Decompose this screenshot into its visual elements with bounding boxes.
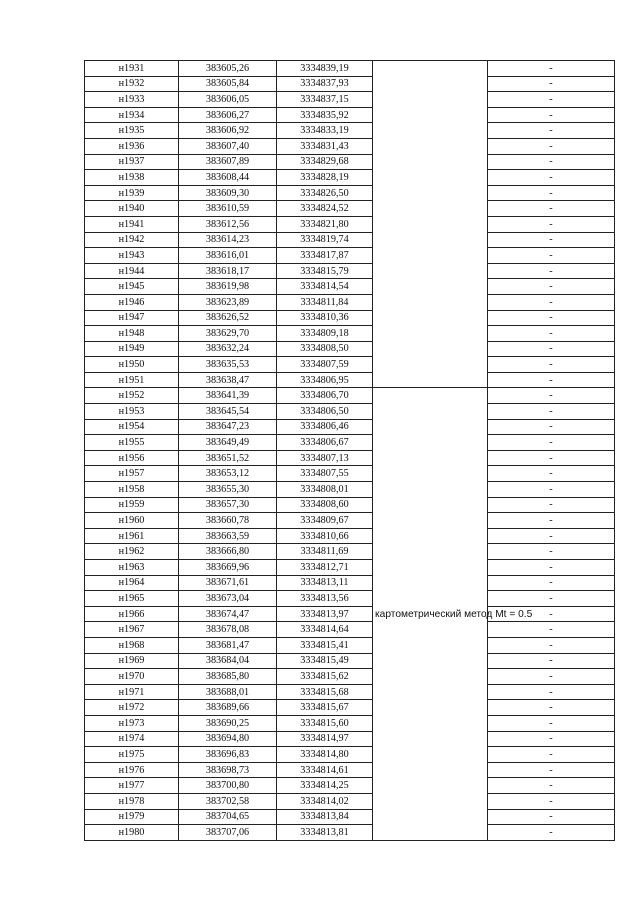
note-cell: - (488, 825, 615, 841)
point-id-cell: н1971 (85, 684, 179, 700)
point-id-cell: н1939 (85, 185, 179, 201)
note-cell: - (488, 684, 615, 700)
x-coordinate-cell: 383610,59 (179, 201, 277, 217)
point-id-cell: н1974 (85, 731, 179, 747)
table-row (85, 341, 615, 357)
point-id-cell: н1977 (85, 778, 179, 794)
point-id-cell: н1963 (85, 560, 179, 576)
point-id-cell: н1947 (85, 310, 179, 326)
y-coordinate-cell: 3334833,19 (277, 123, 373, 139)
point-id-cell: н1958 (85, 482, 179, 498)
y-coordinate-cell: 3334807,13 (277, 450, 373, 466)
method-text: картометрический метод Mt = 0.5 (375, 608, 533, 620)
y-coordinate-cell: 3334812,71 (277, 560, 373, 576)
note-cell: - (488, 793, 615, 809)
point-id-cell: н1976 (85, 762, 179, 778)
x-coordinate-cell: 383626,52 (179, 310, 277, 326)
table-row (85, 107, 615, 123)
note-cell: - (488, 778, 615, 794)
point-id-cell: н1945 (85, 279, 179, 295)
table-row (85, 513, 615, 529)
point-id-cell: н1972 (85, 700, 179, 716)
x-coordinate-cell: 383704,65 (179, 809, 277, 825)
point-id-cell: н1943 (85, 248, 179, 264)
y-coordinate-cell: 3334806,46 (277, 419, 373, 435)
note-cell: - (488, 404, 615, 420)
y-coordinate-cell: 3334824,52 (277, 201, 373, 217)
table-row (85, 591, 615, 607)
table-row (85, 216, 615, 232)
table-row (85, 232, 615, 248)
note-cell: - (488, 232, 615, 248)
point-id-cell: н1975 (85, 747, 179, 763)
point-id-cell: н1954 (85, 419, 179, 435)
x-coordinate-cell: 383663,59 (179, 528, 277, 544)
note-cell: - (488, 372, 615, 388)
note-cell: - (488, 747, 615, 763)
point-id-cell: н1969 (85, 653, 179, 669)
x-coordinate-cell: 383632,24 (179, 341, 277, 357)
x-coordinate-cell: 383685,80 (179, 669, 277, 685)
note-cell: - (488, 575, 615, 591)
x-coordinate-cell: 383681,47 (179, 637, 277, 653)
y-coordinate-cell: 3334815,41 (277, 637, 373, 653)
table-row (85, 575, 615, 591)
y-coordinate-cell: 3334826,50 (277, 185, 373, 201)
y-coordinate-cell: 3334806,95 (277, 372, 373, 388)
note-cell: - (488, 201, 615, 217)
point-id-cell: н1938 (85, 170, 179, 186)
y-coordinate-cell: 3334829,68 (277, 154, 373, 170)
point-id-cell: н1955 (85, 435, 179, 451)
table-row (85, 76, 615, 92)
y-coordinate-cell: 3334813,97 (277, 606, 373, 622)
point-id-cell: н1960 (85, 513, 179, 529)
table-row (85, 357, 615, 373)
note-cell: - (488, 669, 615, 685)
point-id-cell: н1932 (85, 76, 179, 92)
note-cell: - (488, 731, 615, 747)
table-row (85, 435, 615, 451)
method-cell-empty (373, 61, 488, 388)
y-coordinate-cell: 3334806,67 (277, 435, 373, 451)
note-cell: - (488, 497, 615, 513)
y-coordinate-cell: 3334815,68 (277, 684, 373, 700)
y-coordinate-cell: 3334815,79 (277, 263, 373, 279)
note-cell: - (488, 123, 615, 139)
table-row (85, 61, 615, 77)
table-row (85, 669, 615, 685)
x-coordinate-cell: 383608,44 (179, 170, 277, 186)
x-coordinate-cell: 383645,54 (179, 404, 277, 420)
table-row (85, 560, 615, 576)
x-coordinate-cell: 383657,30 (179, 497, 277, 513)
y-coordinate-cell: 3334837,93 (277, 76, 373, 92)
x-coordinate-cell: 383651,52 (179, 450, 277, 466)
table-row (85, 170, 615, 186)
y-coordinate-cell: 3334814,97 (277, 731, 373, 747)
x-coordinate-cell: 383666,80 (179, 544, 277, 560)
x-coordinate-cell: 383669,96 (179, 560, 277, 576)
table-row (85, 450, 615, 466)
point-id-cell: н1953 (85, 404, 179, 420)
note-cell: - (488, 544, 615, 560)
point-id-cell: н1935 (85, 123, 179, 139)
note-cell: - (488, 388, 615, 404)
note-cell: - (488, 216, 615, 232)
note-cell: - (488, 341, 615, 357)
note-cell: - (488, 76, 615, 92)
y-coordinate-cell: 3334815,60 (277, 715, 373, 731)
x-coordinate-cell: 383612,56 (179, 216, 277, 232)
point-id-cell: н1941 (85, 216, 179, 232)
table-row (85, 294, 615, 310)
x-coordinate-cell: 383698,73 (179, 762, 277, 778)
point-id-cell: н1968 (85, 637, 179, 653)
point-id-cell: н1967 (85, 622, 179, 638)
table-row (85, 809, 615, 825)
point-id-cell: н1944 (85, 263, 179, 279)
note-cell: - (488, 762, 615, 778)
table-row (85, 185, 615, 201)
y-coordinate-cell: 3334813,81 (277, 825, 373, 841)
x-coordinate-cell: 383694,80 (179, 731, 277, 747)
note-cell: - (488, 61, 615, 77)
y-coordinate-cell: 3334814,61 (277, 762, 373, 778)
table-row (85, 404, 615, 420)
x-coordinate-cell: 383684,04 (179, 653, 277, 669)
table-row (85, 92, 615, 108)
point-id-cell: н1956 (85, 450, 179, 466)
point-id-cell: н1964 (85, 575, 179, 591)
note-cell: - (488, 606, 615, 622)
point-id-cell: н1946 (85, 294, 179, 310)
y-coordinate-cell: 3334817,87 (277, 248, 373, 264)
coordinates-table (84, 60, 615, 841)
y-coordinate-cell: 3334809,67 (277, 513, 373, 529)
point-id-cell: н1937 (85, 154, 179, 170)
y-coordinate-cell: 3334814,64 (277, 622, 373, 638)
y-coordinate-cell: 3334811,84 (277, 294, 373, 310)
x-coordinate-cell: 383655,30 (179, 482, 277, 498)
point-id-cell: н1973 (85, 715, 179, 731)
x-coordinate-cell: 383671,61 (179, 575, 277, 591)
point-id-cell: н1952 (85, 388, 179, 404)
y-coordinate-cell: 3334813,84 (277, 809, 373, 825)
y-coordinate-cell: 3334814,80 (277, 747, 373, 763)
point-id-cell: н1957 (85, 466, 179, 482)
x-coordinate-cell: 383606,05 (179, 92, 277, 108)
x-coordinate-cell: 383618,17 (179, 263, 277, 279)
table-row (85, 263, 615, 279)
note-cell: - (488, 466, 615, 482)
y-coordinate-cell: 3334814,54 (277, 279, 373, 295)
y-coordinate-cell: 3334815,62 (277, 669, 373, 685)
x-coordinate-cell: 383653,12 (179, 466, 277, 482)
coordinates-table-body (85, 61, 615, 841)
point-id-cell: н1951 (85, 372, 179, 388)
y-coordinate-cell: 3334831,43 (277, 138, 373, 154)
table-row (85, 123, 615, 139)
table-row (85, 528, 615, 544)
note-cell: - (488, 248, 615, 264)
table-row (85, 825, 615, 841)
point-id-cell: н1959 (85, 497, 179, 513)
note-cell: - (488, 637, 615, 653)
y-coordinate-cell: 3334821,80 (277, 216, 373, 232)
y-coordinate-cell: 3334814,02 (277, 793, 373, 809)
y-coordinate-cell: 3334808,60 (277, 497, 373, 513)
note-cell: - (488, 263, 615, 279)
x-coordinate-cell: 383635,53 (179, 357, 277, 373)
table-row (85, 762, 615, 778)
note-cell: - (488, 435, 615, 451)
table-row (85, 793, 615, 809)
table-row (85, 747, 615, 763)
table-row (85, 310, 615, 326)
point-id-cell: н1978 (85, 793, 179, 809)
x-coordinate-cell: 383607,89 (179, 154, 277, 170)
table-row (85, 482, 615, 498)
x-coordinate-cell: 383660,78 (179, 513, 277, 529)
x-coordinate-cell: 383605,84 (179, 76, 277, 92)
x-coordinate-cell: 383641,39 (179, 388, 277, 404)
table-row (85, 154, 615, 170)
y-coordinate-cell: 3334813,56 (277, 591, 373, 607)
x-coordinate-cell: 383609,30 (179, 185, 277, 201)
note-cell: - (488, 653, 615, 669)
y-coordinate-cell: 3334813,11 (277, 575, 373, 591)
y-coordinate-cell: 3334837,15 (277, 92, 373, 108)
y-coordinate-cell: 3334835,92 (277, 107, 373, 123)
point-id-cell: н1934 (85, 107, 179, 123)
point-id-cell: н1961 (85, 528, 179, 544)
x-coordinate-cell: 383690,25 (179, 715, 277, 731)
y-coordinate-cell: 3334819,74 (277, 232, 373, 248)
y-coordinate-cell: 3334828,19 (277, 170, 373, 186)
x-coordinate-cell: 383688,01 (179, 684, 277, 700)
note-cell: - (488, 138, 615, 154)
y-coordinate-cell: 3334815,67 (277, 700, 373, 716)
table-row (85, 388, 615, 404)
point-id-cell: н1979 (85, 809, 179, 825)
point-id-cell: н1940 (85, 201, 179, 217)
x-coordinate-cell: 383606,27 (179, 107, 277, 123)
x-coordinate-cell: 383649,49 (179, 435, 277, 451)
y-coordinate-cell: 3334810,36 (277, 310, 373, 326)
table-row (85, 778, 615, 794)
note-cell: - (488, 419, 615, 435)
x-coordinate-cell: 383606,92 (179, 123, 277, 139)
point-id-cell: н1962 (85, 544, 179, 560)
method-cell (373, 388, 533, 840)
note-cell: - (488, 591, 615, 607)
table-row (85, 684, 615, 700)
x-coordinate-cell: 383702,58 (179, 793, 277, 809)
point-id-cell: н1970 (85, 669, 179, 685)
point-id-cell: н1931 (85, 61, 179, 77)
point-id-cell: н1933 (85, 92, 179, 108)
y-coordinate-cell: 3334809,18 (277, 326, 373, 342)
table-row (85, 326, 615, 342)
y-coordinate-cell: 3334806,50 (277, 404, 373, 420)
point-id-cell: н1966 (85, 606, 179, 622)
x-coordinate-cell: 383689,66 (179, 700, 277, 716)
x-coordinate-cell: 383696,83 (179, 747, 277, 763)
note-cell: - (488, 482, 615, 498)
x-coordinate-cell: 383605,26 (179, 61, 277, 77)
table-row (85, 637, 615, 653)
point-id-cell: н1949 (85, 341, 179, 357)
point-id-cell: н1950 (85, 357, 179, 373)
x-coordinate-cell: 383707,06 (179, 825, 277, 841)
note-cell: - (488, 513, 615, 529)
point-id-cell: н1942 (85, 232, 179, 248)
point-id-cell: н1980 (85, 825, 179, 841)
y-coordinate-cell: 3334811,69 (277, 544, 373, 560)
x-coordinate-cell: 383678,08 (179, 622, 277, 638)
x-coordinate-cell: 383638,47 (179, 372, 277, 388)
point-id-cell: н1965 (85, 591, 179, 607)
table-row (85, 248, 615, 264)
note-cell: - (488, 185, 615, 201)
note-cell: - (488, 450, 615, 466)
note-cell: - (488, 700, 615, 716)
x-coordinate-cell: 383623,89 (179, 294, 277, 310)
y-coordinate-cell: 3334807,55 (277, 466, 373, 482)
table-row (85, 201, 615, 217)
table-row (85, 700, 615, 716)
table-row (85, 279, 615, 295)
table-row (85, 544, 615, 560)
table-row (85, 715, 615, 731)
table-row (85, 138, 615, 154)
note-cell: - (488, 326, 615, 342)
table-row (85, 622, 615, 638)
x-coordinate-cell: 383619,98 (179, 279, 277, 295)
y-coordinate-cell: 3334808,50 (277, 341, 373, 357)
x-coordinate-cell: 383700,80 (179, 778, 277, 794)
point-id-cell: н1936 (85, 138, 179, 154)
y-coordinate-cell: 3334814,25 (277, 778, 373, 794)
note-cell: - (488, 622, 615, 638)
note-cell: - (488, 92, 615, 108)
table-row (85, 419, 615, 435)
note-cell: - (488, 560, 615, 576)
y-coordinate-cell: 3334808,01 (277, 482, 373, 498)
note-cell: - (488, 294, 615, 310)
y-coordinate-cell: 3334815,49 (277, 653, 373, 669)
note-cell: - (488, 170, 615, 186)
table-row (85, 466, 615, 482)
coordinates-sheet (84, 60, 614, 841)
note-cell: - (488, 715, 615, 731)
point-id-cell: н1948 (85, 326, 179, 342)
y-coordinate-cell: 3334807,59 (277, 357, 373, 373)
note-cell: - (488, 809, 615, 825)
table-row (85, 606, 615, 622)
note-cell: - (488, 154, 615, 170)
table-row (85, 653, 615, 669)
x-coordinate-cell: 383674,47 (179, 606, 277, 622)
y-coordinate-cell: 3334839,19 (277, 61, 373, 77)
x-coordinate-cell: 383607,40 (179, 138, 277, 154)
note-cell: - (488, 107, 615, 123)
note-cell: - (488, 279, 615, 295)
x-coordinate-cell: 383614,23 (179, 232, 277, 248)
x-coordinate-cell: 383629,70 (179, 326, 277, 342)
x-coordinate-cell: 383616,01 (179, 248, 277, 264)
table-row (85, 497, 615, 513)
table-row (85, 372, 615, 388)
note-cell: - (488, 528, 615, 544)
y-coordinate-cell: 3334810,66 (277, 528, 373, 544)
x-coordinate-cell: 383647,23 (179, 419, 277, 435)
note-cell: - (488, 357, 615, 373)
note-cell: - (488, 310, 615, 326)
table-row (85, 731, 615, 747)
x-coordinate-cell: 383673,04 (179, 591, 277, 607)
y-coordinate-cell: 3334806,70 (277, 388, 373, 404)
